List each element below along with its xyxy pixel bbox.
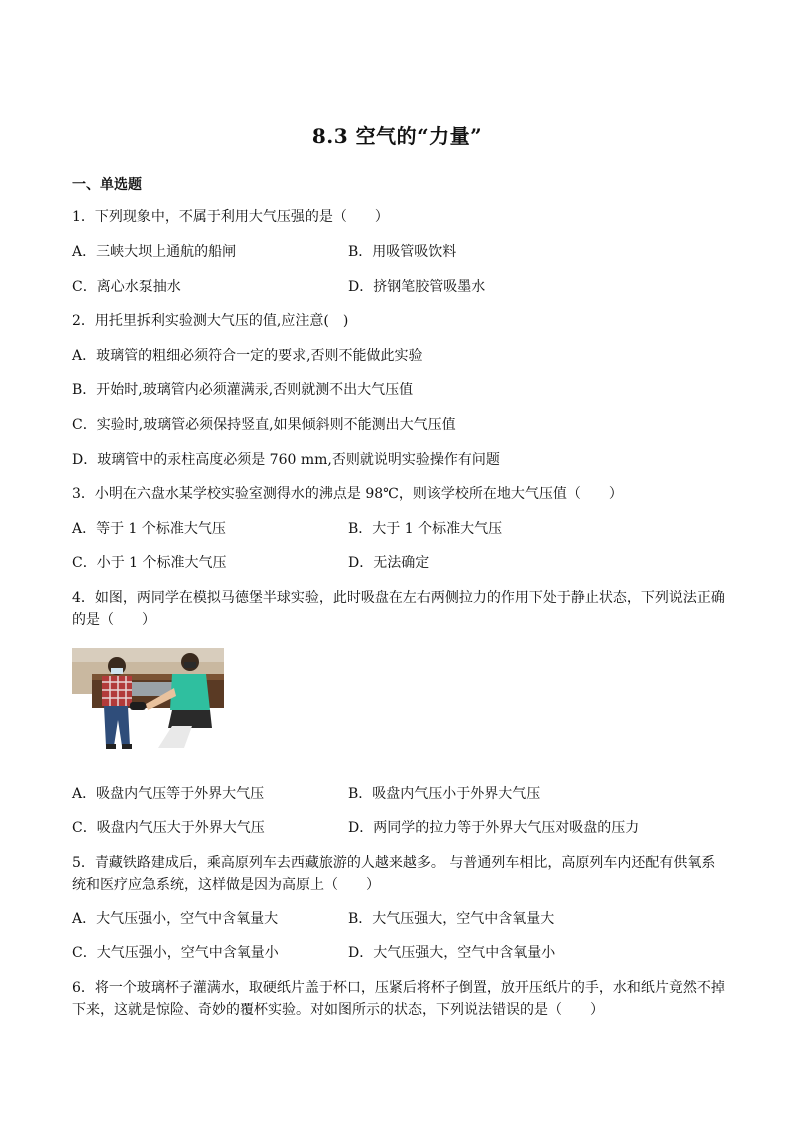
- section-heading: 一、单选题: [72, 177, 142, 193]
- question-1-option-c: C．离心水泵抽水: [72, 279, 181, 295]
- question-1-option-b: B．用吸管吸饮料: [348, 244, 457, 260]
- question-3-option-a: A．等于 1 个标准大气压: [72, 521, 226, 537]
- question-4-photo: [72, 648, 224, 758]
- question-5-option-d: D．大气压强大，空气中含氧量小: [348, 945, 556, 961]
- question-1-option-a: A．三峡大坝上通航的船闸: [72, 244, 237, 260]
- question-3-stem: 3．小明在六盘水某学校实验室测得水的沸点是 98℃，则该学校所在地大气压值（ ）: [72, 486, 623, 502]
- question-3-option-d: D．无法确定: [348, 555, 430, 571]
- question-6-stem-line-2: 下来，这就是惊险、奇妙的覆杯实验。对如图所示的状态，下列说法错误的是（ ）: [72, 1002, 604, 1018]
- question-3-option-b: B．大于 1 个标准大气压: [348, 521, 503, 537]
- question-4-option-d: D．两同学的拉力等于外界大气压对吸盘的压力: [348, 820, 640, 836]
- question-4-stem-line-1: 4．如图，两同学在模拟马德堡半球实验，此时吸盘在左右两侧拉力的作用下处于静止状态，下列说法正确: [72, 590, 725, 606]
- question-2-option-d: D．玻璃管中的汞柱高度必须是 760 mm,否则就说明实验操作有问题: [72, 452, 500, 468]
- question-1-stem: 1．下列现象中，不属于利用大气压强的是（ ）: [72, 209, 389, 225]
- page-title: 8.3 空气的“力量”: [311, 124, 483, 148]
- question-6-stem-line-1: 6．将一个玻璃杯子灌满水，取硬纸片盖于杯口，压紧后将杯子倒置，放开压纸片的手，水和纸片竟然不掉: [72, 980, 725, 996]
- question-4-option-b: B．吸盘内气压小于外界大气压: [348, 786, 541, 802]
- question-5-stem-line-1: 5．青藏铁路建成后，乘高原列车去西藏旅游的人越来越多。 与普通列车相比，高原列车内还配有供氧系: [72, 855, 716, 871]
- question-5-option-b: B．大气压强大，空气中含氧量大: [348, 911, 555, 927]
- question-2-option-b: B．开始时,玻璃管内必须灌满汞,否则就测不出大气压值: [72, 382, 414, 398]
- question-5-option-c: C．大气压强小，空气中含氧量小: [72, 945, 279, 961]
- question-4-option-a: A．吸盘内气压等于外界大气压: [72, 786, 265, 802]
- question-4-stem-line-2: 的是（ ）: [72, 612, 156, 628]
- question-4-option-c: C．吸盘内气压大于外界大气压: [72, 820, 265, 836]
- question-2-stem: 2．用托里拆利实验测大气压的值,应注意( ): [72, 313, 349, 329]
- question-5-stem-line-2: 统和医疗应急系统，这样做是因为高原上（ ）: [72, 877, 380, 893]
- question-5-option-a: A．大气压强小，空气中含氧量大: [72, 911, 279, 927]
- question-3-option-c: C．小于 1 个标准大气压: [72, 555, 227, 571]
- question-1-option-d: D．挤钢笔胶管吸墨水: [348, 279, 486, 295]
- question-2-option-a: A．玻璃管的粗细必须符合一定的要求,否则不能做此实验: [72, 348, 423, 364]
- question-2-option-c: C．实验时,玻璃管必须保持竖直,如果倾斜则不能测出大气压值: [72, 417, 456, 433]
